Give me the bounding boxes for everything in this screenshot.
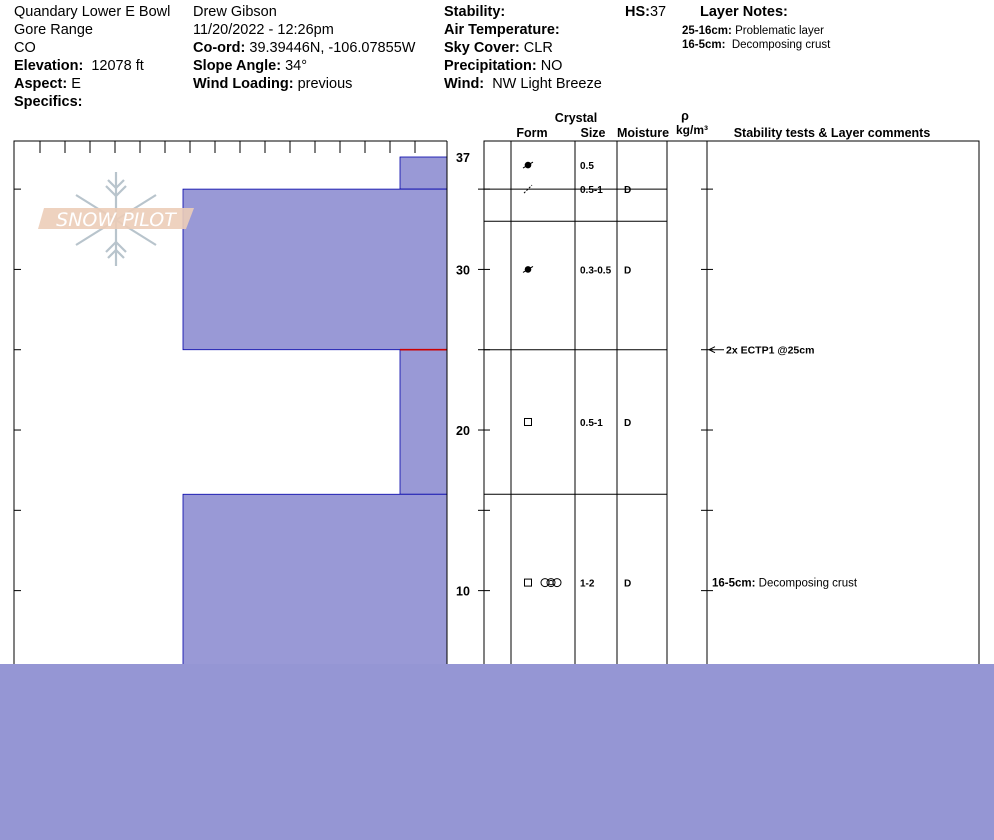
faceted-icon [525,418,532,425]
hardness-bar [183,189,447,350]
size-heading: Size [580,126,606,140]
elevation-label: Elevation: [14,58,84,74]
y-tick-label: 10 [456,584,470,599]
crystal-size: 0.5-1 [580,185,603,197]
moisture-value: D [624,265,632,277]
melt-freeze-icon [553,579,561,587]
coord-label: Co-ord: [193,40,246,56]
air-temp-label: Air Temperature: [444,22,560,38]
logo-text: SNOW PILOT [56,209,176,231]
moisture-value: D [624,578,632,590]
y-tick-label: 37 [456,151,470,165]
crystal-size: 1-2 [580,578,595,590]
annotations [709,345,858,590]
hardness-layers [183,157,447,751]
stability-test-arrow [709,347,724,353]
density-unit-heading: kg/m³ [675,123,709,137]
layer-comment-range: 16-5cm: [712,577,759,590]
aspect-value: E [71,76,81,92]
moisture-value: D [624,417,632,429]
layer-note-range: 16-5cm: [682,39,726,51]
layer-note-text: Decomposing crust [731,39,831,51]
aspect-label: Aspect: [14,76,68,92]
specifics-label: Specifics: [14,94,83,110]
elevation-value: 12078 ft [91,58,144,74]
crystal-size: 0.3-0.5 [580,265,612,277]
layer-notes-label: Layer Notes: [700,4,788,20]
hardness-bar [400,157,447,189]
comments-heading: Stability tests & Layer comments [733,126,931,140]
bottom-band [0,664,994,840]
form-heading: Form [516,126,548,140]
moisture-value: D [624,185,632,197]
stability-test-label: 2x ECTP1 @25cm [726,344,815,357]
slope-value: 34° [285,58,308,74]
hs-label: HS: [625,4,650,20]
wind-loading-value: previous [297,76,353,92]
state-name: CO [14,40,36,56]
observer-name: Drew Gibson [193,4,277,20]
layer-comment [712,578,858,590]
wind-label: Wind: [444,76,485,92]
wind-loading-label: Wind Loading: [193,76,294,92]
hs-value: 37 [649,4,667,20]
y-tick-label: 30 [456,263,470,278]
coord-value: 39.39446N, -106.07855W [249,40,416,56]
precip-label: Precipitation: [444,58,537,74]
crystal-heading: Crystal [554,111,598,125]
snowpilot-logo [36,170,198,270]
range-name: Gore Range [14,22,93,38]
moisture-heading: Moisture [616,126,670,140]
slope-label: Slope Angle: [193,58,282,74]
wind-value: NW Light Breeze [492,76,602,92]
crystal-size: 0.5-1 [580,417,603,429]
sky-value: CLR [523,40,553,56]
stability-label: Stability: [444,4,506,20]
density-heading: ρ [681,109,689,123]
layer-note-range: 25-16cm: [682,25,732,37]
layer-note-text: Problematic layer [735,25,824,37]
y-tick-label: 20 [456,424,470,439]
layer-comment-text: Decomposing crust [758,577,858,590]
y-tick-labels [456,151,470,599]
observation-datetime: 11/20/2022 - 12:26pm [193,22,334,38]
precip-value: NO [540,58,563,74]
crystal-size: 0.5 [580,161,594,173]
hardness-bar [400,350,447,495]
faceted-icon [525,579,532,586]
location-name: Quandary Lower E Bowl [14,4,171,20]
sky-label: Sky Cover: [444,40,520,56]
